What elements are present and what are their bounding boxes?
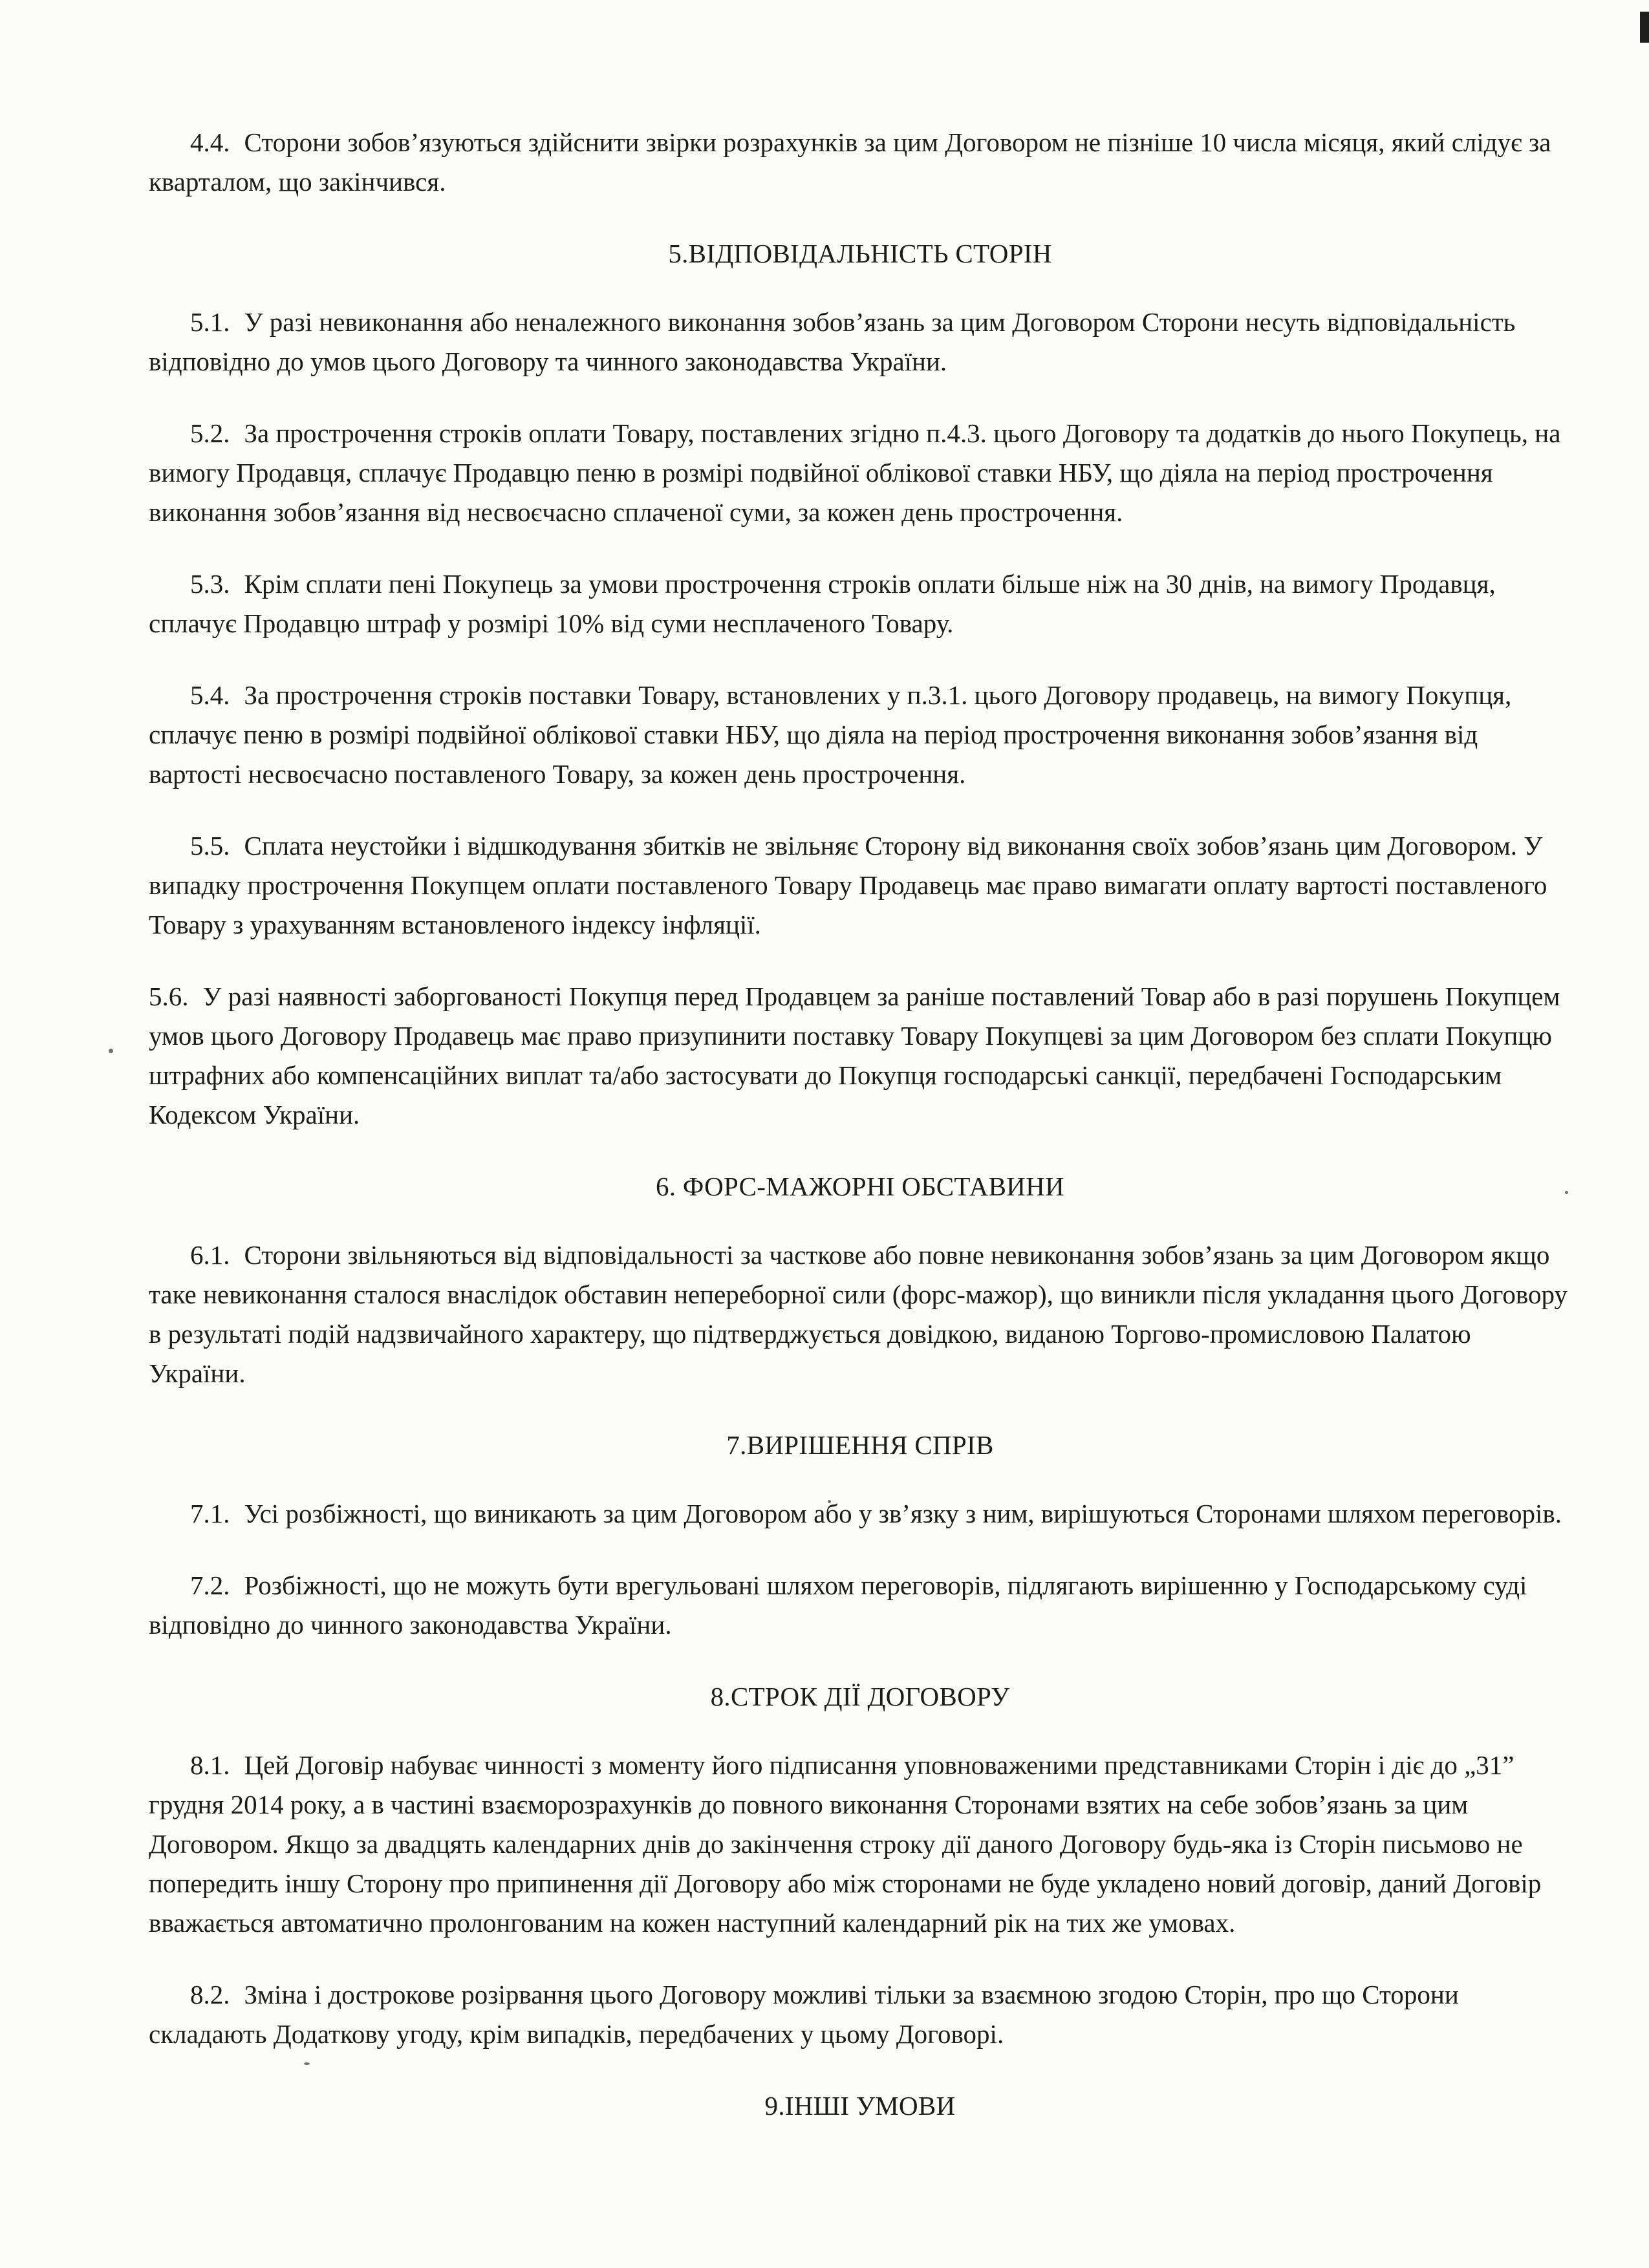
clause-number: 8.1. — [190, 1750, 230, 1780]
clause-number: 5.4. — [190, 680, 230, 710]
section-heading: 7.ВИРІШЕННЯ СПРІВ — [726, 1430, 994, 1460]
clause-number: 7.2. — [190, 1570, 230, 1600]
document-body — [149, 123, 1571, 2155]
clause-text: У разі невиконання або неналежного виконання зобов’язань за цим Договором Сторони несуть відповідальність відповідно до умов цього Договору та чинного законодавства України. — [149, 307, 1516, 376]
clause-number: 8.2. — [190, 1980, 230, 2009]
section-heading: 6. ФОРС-МАЖОРНІ ОБСТАВИНИ — [655, 1171, 1064, 1201]
clause-text: Сторони зобов’язуються здійснити звірки розрахунків за цим Договором не пізніше 10 числа місяця, який слідує за кварталом, що закінчився. — [149, 127, 1551, 197]
clause-text: Сторони звільняються від відповідальності за часткове або повне невиконання зобов’язань за цим Договором якщо таке невиконання сталося внаслідок обставин непереборної сили (форс-мажор), що виникли після укладання цього Договору в результаті подій надзвичайного характеру, що підтверджується довідкою, виданою Торгово-промисловою Палатою України. — [149, 1240, 1568, 1388]
clause-paragraph — [149, 1236, 1571, 1393]
clause-text: Зміна і дострокове розірвання цього Договору можливі тільки за взаємною згодою Сторін, про що Сторони складають Додаткову угоду, крім випадків, передбачених у цьому Договорі. — [149, 1980, 1459, 2049]
scan-speck — [109, 1049, 113, 1053]
clause-number: 7.1. — [190, 1499, 230, 1528]
clause-paragraph — [149, 1746, 1571, 1943]
clause-paragraph — [149, 1494, 1571, 1534]
clause-text: Розбіжності, що не можуть бути врегульовані шляхом переговорів, підлягають вирішенню у Господарському суді відповідно до чинного законодавства України. — [149, 1570, 1527, 1640]
clause-number: 5.3. — [190, 569, 230, 599]
clause-text: У разі наявності заборгованості Покупця перед Продавцем за раніше поставлений Товар або в разі порушень Покупцем умов цього Договору Продавець має право призупинити поставку Товару Покупцеві за цим Договором без сплати Покупцю штрафних або компенсаційних виплат та/або застосувати до Покупця господарські санкції, передбачені Господарським Кодексом України. — [149, 981, 1560, 1129]
section-heading: 8.СТРОК ДІЇ ДОГОВОРУ — [710, 1682, 1010, 1711]
clause-paragraph — [149, 303, 1571, 381]
clause-number: 5.5. — [190, 831, 230, 861]
clause-paragraph — [149, 414, 1571, 532]
clause-paragraph — [149, 1566, 1571, 1645]
section-heading: 9.ІНШІ УМОВИ — [764, 2091, 956, 2121]
clause-paragraph — [149, 977, 1571, 1135]
clause-paragraph — [149, 676, 1571, 794]
clause-number: 4.4. — [190, 127, 230, 157]
clause-number: 6.1. — [190, 1240, 230, 1270]
clause-paragraph — [149, 1975, 1571, 2054]
clause-text: За прострочення строків оплати Товару, поставлених згідно п.4.3. цього Договору та додатків до нього Покупець, на вимогу Продавця, сплачує Продавцю пеню в розмірі подвійної облікової ставки НБУ, що діяла на період прострочення виконання зобов’язання від несвоєчасно сплаченої суми, за кожен день прострочення. — [149, 418, 1561, 527]
scan-edge-mark — [1640, 12, 1649, 43]
clause-text: За прострочення строків поставки Товару, встановлених у п.3.1. цього Договору продавець, на вимогу Покупця, сплачує пеню в розмірі подвійної облікової ставки НБУ, що діяла на період прострочення виконання зобов’язання від вартості несвоєчасно поставленого Товару, за кожен день прострочення. — [149, 680, 1512, 789]
clause-number: 5.1. — [190, 307, 230, 337]
clause-text: Усі розбіжності, що виникають за цим Договором або у зв’язку з ним, вирішуються Сторонами шляхом переговорів. — [244, 1499, 1562, 1528]
clause-text: Цей Договір набуває чинності з моменту його підписання уповноваженими представниками Сторін і діє до „31” грудня 2014 року, а в частині взаєморозрахунків до повного виконання Сторонами взятих на себе зобов’язань за цим Договором. Якщо за двадцять календарних днів до закінчення строку дії даного Договору будь-яка із Сторін письмово не попередить іншу Сторону про припинення дії Договору або між сторонами не буде укладено новий договір, даний Договір вважається автоматично пролонгованим на кожен наступний календарний рік на тих же умовах. — [149, 1750, 1542, 1938]
clause-number: 5.6. — [149, 981, 189, 1011]
clause-paragraph — [149, 123, 1571, 202]
clause-number: 5.2. — [190, 418, 230, 448]
clause-paragraph — [149, 826, 1571, 945]
clause-paragraph — [149, 564, 1571, 643]
clause-text: Сплата неустойки і відшкодування збитків не звільняє Сторону від виконання своїх зобов’язань цим Договором. У випадку прострочення Покупцем оплати поставленого Товару Продавець має право вимагати оплату вартості поставленого Товару з урахуванням встановленого індексу інфляції. — [149, 831, 1547, 939]
section-heading: 5.ВІДПОВІДАЛЬНІСТЬ СТОРІН — [668, 239, 1052, 268]
clause-text: Крім сплати пені Покупець за умови прострочення строків оплати більше ніж на 30 днів, на вимогу Продавця, сплачує Продавцю штраф у розмірі 10% від суми несплаченого Товару. — [149, 569, 1496, 638]
